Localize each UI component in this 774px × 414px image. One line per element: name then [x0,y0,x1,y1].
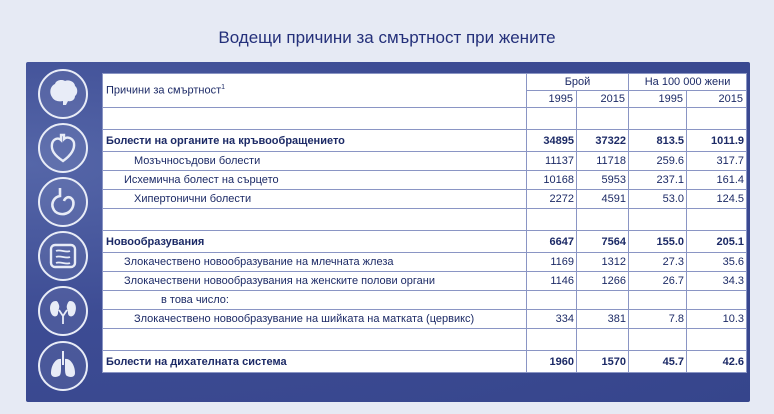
value-cell: 1570 [577,351,629,373]
value-cell: 42.6 [687,351,747,373]
table-row [103,310,747,329]
cause-label: Злокачествено новообразувание на млечната жлеза [103,253,527,272]
cause-label [103,108,527,130]
value-cell: 317.7 [687,152,747,171]
intestine-icon [38,231,88,281]
value-cell: 4591 [577,190,629,209]
table-row [103,351,747,373]
header-year: 2015 [687,91,747,108]
value-cell: 11718 [577,152,629,171]
header-causes: Причини за смъртност$^1$ [103,74,527,108]
value-cell: 237.1 [629,171,687,190]
organ-icons [26,62,102,402]
value-cell: 1011.9 [687,130,747,152]
cause-label: Исхемична болест на сърцето [103,171,527,190]
value-cell: 124.5 [687,190,747,209]
value-cell: 161.4 [687,171,747,190]
value-cell: 34895 [527,130,577,152]
value-cell: 7.8 [629,310,687,329]
value-cell [577,209,629,231]
value-cell [687,329,747,351]
cause-label: Хипертонични болести [103,190,527,209]
value-cell: 35.6 [687,253,747,272]
spacer-row [103,329,747,351]
value-cell: 6647 [527,231,577,253]
value-cell: 1312 [577,253,629,272]
value-cell: 2272 [527,190,577,209]
value-cell: 7564 [577,231,629,253]
value-cell: 1266 [577,272,629,291]
value-cell [527,329,577,351]
value-cell [687,108,747,130]
value-cell: 813.5 [629,130,687,152]
cause-label: Злокачествено новообразувание на шийката на матката (цервикс) [103,310,527,329]
header-year: 1995 [629,91,687,108]
value-cell: 205.1 [687,231,747,253]
table-row [103,231,747,253]
value-cell: 1146 [527,272,577,291]
table-row [103,291,747,310]
value-cell: 37322 [577,130,629,152]
value-cell [687,209,747,231]
stomach-icon [38,177,88,227]
header-rate: На 100 000 жени [629,74,747,91]
header-year: 1995 [527,91,577,108]
value-cell: 26.7 [629,272,687,291]
cause-label: Мозъчносъдови болести [103,152,527,171]
cause-label: Болести на дихателната система [103,351,527,373]
cause-label [103,329,527,351]
value-cell: 11137 [527,152,577,171]
value-cell: 334 [527,310,577,329]
table-panel [26,62,750,402]
cause-label: Новообразувания [103,231,527,253]
causes-table [102,73,746,373]
cause-label [103,209,527,231]
value-cell: 381 [577,310,629,329]
table-row [103,272,747,291]
value-cell [629,291,687,310]
cause-label: в това число: [103,291,527,310]
heart-icon [38,123,88,173]
value-cell [577,108,629,130]
value-cell: 45.7 [629,351,687,373]
value-cell: 5953 [577,171,629,190]
value-cell [527,209,577,231]
header-year: 2015 [577,91,629,108]
value-cell: 53.0 [629,190,687,209]
table-row [103,253,747,272]
value-cell [629,329,687,351]
table-row [103,152,747,171]
value-cell: 1169 [527,253,577,272]
page-title: Водещи причини за смъртност при жените [218,28,556,47]
value-cell: 10168 [527,171,577,190]
value-cell [527,108,577,130]
value-cell: 259.6 [629,152,687,171]
value-cell: 27.3 [629,253,687,272]
value-cell [629,108,687,130]
cause-label: Болести на органите на кръвообращението [103,130,527,152]
value-cell: 155.0 [629,231,687,253]
lungs-icon [38,341,88,391]
kidneys-icon [38,286,88,336]
spacer-row [103,108,747,130]
value-cell: 1960 [527,351,577,373]
value-cell [687,291,747,310]
value-cell: 10.3 [687,310,747,329]
brain-icon [38,69,88,119]
spacer-row [103,209,747,231]
value-cell: 34.3 [687,272,747,291]
value-cell [577,329,629,351]
value-cell [629,209,687,231]
table-row [103,190,747,209]
cause-label: Злокачествени новообразувания на женските полови органи [103,272,527,291]
header-count: Брой [527,74,629,91]
table-row [103,171,747,190]
value-cell [577,291,629,310]
value-cell [527,291,577,310]
table-row [103,130,747,152]
